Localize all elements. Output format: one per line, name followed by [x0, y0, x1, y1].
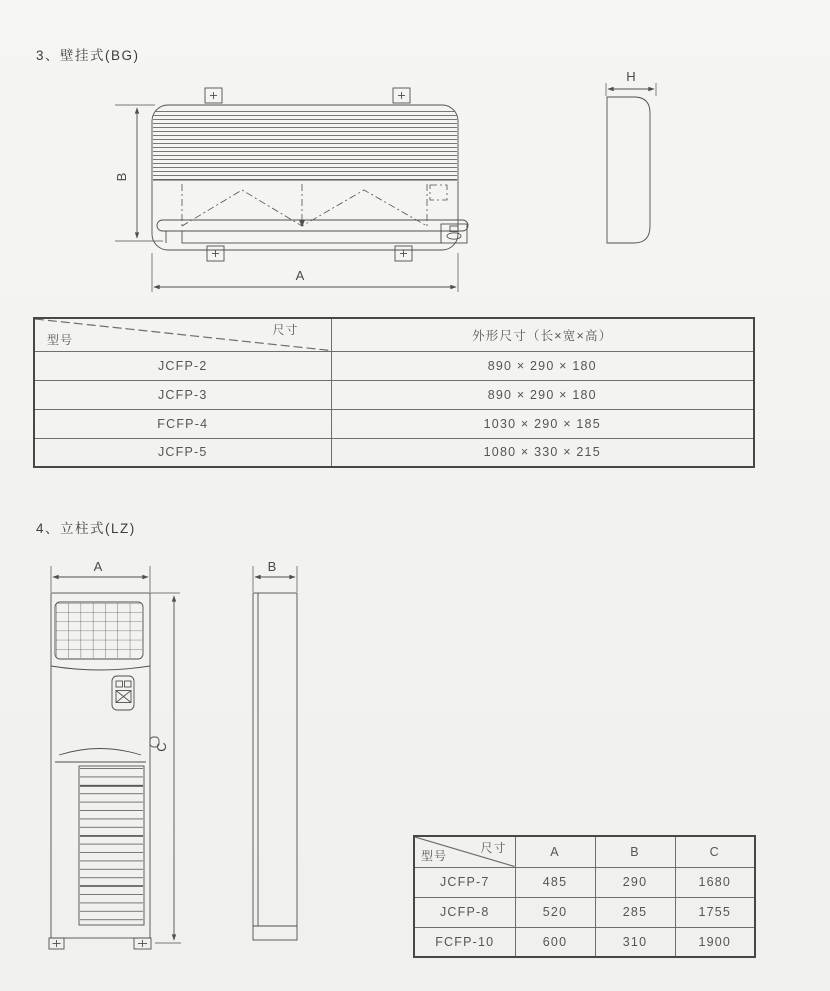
value-cell: 1680 — [675, 867, 755, 897]
table-row — [414, 867, 755, 897]
section-heading-wall-mounted: 3、壁挂式(BG) — [36, 48, 140, 63]
size-cell: 890 × 290 × 180 — [331, 380, 754, 409]
table-row — [34, 409, 754, 438]
model-cell: JCFP-5 — [34, 438, 331, 467]
value-cell: 1900 — [675, 927, 755, 957]
dim-label-b: B — [114, 172, 129, 182]
dimension-a-floor — [51, 559, 150, 592]
dim-label-a2: A — [93, 559, 103, 574]
section-heading-floor-standing: 4、立柱式(LZ) — [36, 521, 136, 536]
control-panel — [112, 676, 134, 710]
value-cell: 485 — [515, 867, 595, 897]
size-cell: 890 × 290 × 180 — [331, 351, 754, 380]
value-cell: 600 — [515, 927, 595, 957]
model-cell: FCFP-10 — [414, 927, 515, 957]
dim-label-b2: B — [267, 559, 277, 574]
corner-label-size: 尺寸 — [272, 323, 299, 337]
floor-unit-front-view — [49, 559, 181, 949]
table-header-row — [34, 318, 754, 351]
col-header-c: C — [675, 836, 755, 867]
wall-unit-dimension-table — [33, 317, 755, 468]
size-cell: 1030 × 290 × 185 — [331, 409, 754, 438]
value-cell: 1755 — [675, 897, 755, 927]
value-cell: 290 — [595, 867, 675, 897]
table-header-row — [414, 836, 755, 867]
value-cell: 520 — [515, 897, 595, 927]
model-cell: JCFP-8 — [414, 897, 515, 927]
table-row — [34, 380, 754, 409]
corner-header-cell — [34, 318, 331, 351]
wall-unit-front-view — [114, 88, 468, 292]
value-cell: 310 — [595, 927, 675, 957]
dim-label-c: C — [154, 742, 169, 752]
col-header-b: B — [595, 836, 675, 867]
model-cell: FCFP-4 — [34, 409, 331, 438]
corner-header-cell — [414, 836, 515, 867]
wall-unit-side-view — [606, 69, 656, 243]
value-cell: 285 — [595, 897, 675, 927]
table-row — [414, 897, 755, 927]
corner-label-size: 尺寸 — [480, 841, 507, 855]
corner-label-model: 型号 — [421, 848, 448, 863]
floor-unit-dimension-table — [413, 835, 756, 958]
size-column-header: 外形尺寸（长×宽×高） — [331, 318, 754, 351]
dim-label-h: H — [626, 69, 636, 84]
table-row — [34, 438, 754, 467]
caster-feet — [49, 938, 151, 949]
size-cell: 1080 × 330 × 215 — [331, 438, 754, 467]
col-header-a: A — [515, 836, 595, 867]
corner-label-model: 型号 — [47, 332, 74, 347]
model-cell: JCFP-2 — [34, 351, 331, 380]
table-row — [414, 927, 755, 957]
table-row — [34, 351, 754, 380]
dimension-c — [154, 596, 181, 943]
floor-unit-side-view — [253, 559, 297, 940]
dim-label-a: A — [295, 268, 305, 283]
model-cell: JCFP-3 — [34, 380, 331, 409]
model-cell: JCFP-7 — [414, 867, 515, 897]
